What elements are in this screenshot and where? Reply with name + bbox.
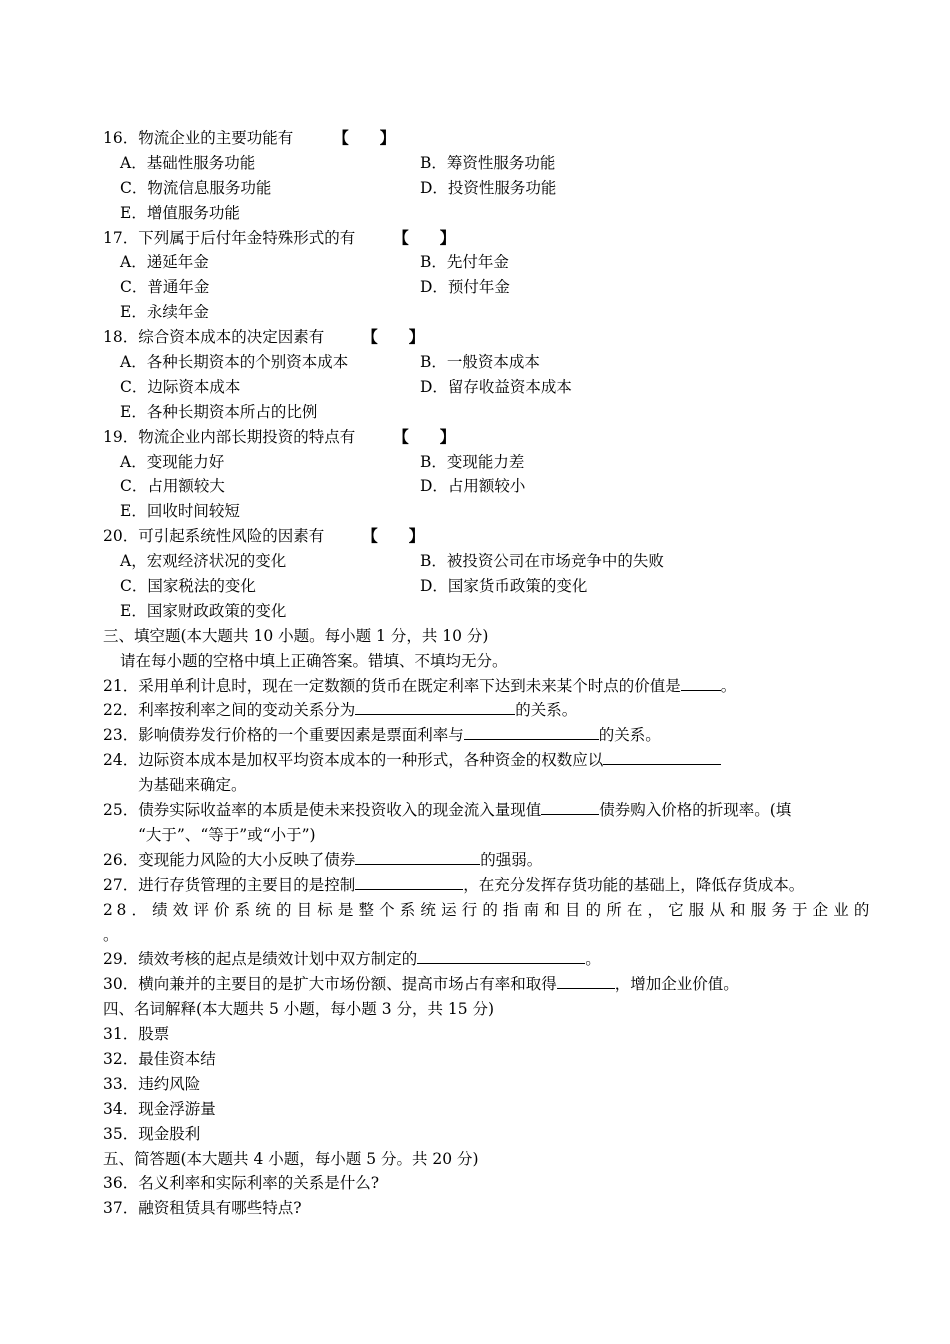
option-c: C．国家税法的变化 bbox=[120, 577, 256, 596]
answer-blank bbox=[355, 848, 480, 865]
question-25 bbox=[103, 798, 873, 823]
question-25-continued: “大于”、“等于”或“小于”) bbox=[138, 825, 316, 844]
option-b: B．一般资本成本 bbox=[420, 353, 540, 372]
question-26-text: 26．变现能力风险的大小反映了债券 bbox=[103, 850, 356, 869]
answer-bracket: 【 】 bbox=[393, 426, 456, 446]
section-5-title: 五、简答题(本大题共 4 小题，每小题 5 分。共 20 分) bbox=[103, 1149, 479, 1168]
question-22-text: 22．利率按利率之间的变动关系分为 bbox=[103, 701, 356, 720]
question-25-end: 债券购入价格的折现率。(填 bbox=[599, 801, 792, 820]
question-19-options-row bbox=[103, 474, 873, 499]
option-e: E．增值服务功能 bbox=[120, 203, 240, 222]
option-e: E．回收时间较短 bbox=[120, 502, 240, 521]
question-33: 33．违约风险 bbox=[103, 1074, 201, 1093]
question-36: 36．名义利率和实际利率的关系是什么? bbox=[103, 1174, 380, 1193]
question-29-end: 。 bbox=[585, 950, 601, 969]
question-26 bbox=[103, 848, 873, 873]
option-a: A．递延年金 bbox=[120, 253, 209, 272]
question-20-options-row bbox=[103, 549, 873, 574]
question-35: 35．现金股利 bbox=[103, 1124, 201, 1143]
option-c: C．占用额较大 bbox=[120, 477, 225, 496]
exam-content bbox=[103, 126, 873, 1221]
option-a: A．基础性服务功能 bbox=[120, 153, 256, 172]
question-21-end: 。 bbox=[720, 676, 737, 695]
question-21 bbox=[103, 674, 873, 699]
answer-bracket: 【 】 bbox=[393, 227, 456, 247]
answer-blank bbox=[557, 972, 615, 989]
question-27-end: ，在充分发挥存货功能的基础上，降低存货成本。 bbox=[463, 875, 805, 894]
answer-blank bbox=[355, 873, 463, 890]
question-29 bbox=[103, 947, 873, 972]
option-d: D．投资性服务功能 bbox=[420, 178, 557, 197]
answer-blank bbox=[417, 947, 585, 964]
option-d: D．留存收益资本成本 bbox=[420, 377, 572, 396]
question-20-options-row bbox=[103, 574, 873, 599]
question-19-options-row bbox=[103, 450, 873, 475]
question-17-options-row bbox=[103, 275, 873, 300]
question-17-options-row bbox=[103, 250, 873, 275]
question-16-options-row bbox=[103, 201, 873, 226]
question-17-options-row bbox=[103, 300, 873, 325]
question-16-text: 16．物流企业的主要功能有 bbox=[103, 129, 294, 147]
question-22-end: 的关系。 bbox=[515, 701, 578, 720]
question-31: 31．股票 bbox=[103, 1025, 170, 1044]
option-d: D．预付年金 bbox=[420, 278, 510, 297]
option-b: B．被投资公司在市场竞争中的失败 bbox=[420, 552, 664, 571]
option-d: D．国家货币政策的变化 bbox=[420, 577, 588, 596]
question-30 bbox=[103, 972, 873, 997]
question-25-text: 25．债券实际收益率的本质是使未来投资收入的现金流入量现值 bbox=[103, 801, 542, 820]
question-30-text: 30．横向兼并的主要目的是扩大市场份额、提高市场占有率和取得 bbox=[103, 975, 557, 994]
option-e: E．永续年金 bbox=[120, 303, 209, 322]
answer-bracket: 【 】 bbox=[333, 128, 396, 147]
question-26-end: 的强弱。 bbox=[480, 850, 543, 869]
answer-blank bbox=[603, 748, 721, 765]
option-e: E．国家财政政策的变化 bbox=[120, 601, 287, 620]
question-28-continued: 。 bbox=[103, 925, 119, 944]
answer-blank bbox=[355, 698, 515, 715]
question-18-options-row bbox=[103, 350, 873, 375]
option-a: A，宏观经济状况的变化 bbox=[120, 552, 287, 571]
option-d: D．占用额较小 bbox=[420, 477, 526, 496]
option-a: A．各种长期资本的个别资本成本 bbox=[120, 353, 349, 372]
question-23-text: 23．影响债券发行价格的一个重要因素是票面利率与 bbox=[103, 726, 464, 745]
question-24-text: 24．边际资本成本是加权平均资本成本的一种形式，各种资金的权数应以 bbox=[103, 751, 604, 770]
question-21-text: 21．采用单利计息时，现在一定数额的货币在既定利率下达到未来某个时点的价值是 bbox=[103, 676, 681, 695]
option-b: B．筹资性服务功能 bbox=[420, 153, 556, 172]
question-17-text: 17．下列属于后付年金特殊形式的有 bbox=[103, 228, 356, 247]
question-18-options-row bbox=[103, 375, 873, 400]
answer-blank bbox=[681, 674, 721, 691]
option-c: C．边际资本成本 bbox=[120, 377, 241, 396]
question-20-stem bbox=[103, 524, 873, 549]
option-e: E．各种长期资本所占的比例 bbox=[120, 402, 318, 421]
question-23 bbox=[103, 723, 873, 748]
question-20-options-row bbox=[103, 599, 873, 624]
option-b: B．变现能力差 bbox=[420, 452, 525, 471]
question-24 bbox=[103, 748, 873, 773]
question-34: 34．现金浮游量 bbox=[103, 1099, 216, 1118]
question-17-stem bbox=[103, 226, 873, 251]
option-c: C．普通年金 bbox=[120, 278, 210, 297]
question-19-text: 19．物流企业内部长期投资的特点有 bbox=[103, 427, 356, 446]
question-24-continued: 为基础来确定。 bbox=[138, 776, 247, 795]
question-19-options-row bbox=[103, 499, 873, 524]
question-23-end: 的关系。 bbox=[598, 726, 661, 745]
question-19-stem bbox=[103, 425, 873, 450]
answer-blank bbox=[464, 723, 599, 740]
question-18-options-row bbox=[103, 400, 873, 425]
question-37: 37．融资租赁具有哪些特点? bbox=[103, 1199, 302, 1218]
question-20-text: 20．可引起系统性风险的因素有 bbox=[103, 527, 325, 546]
answer-blank bbox=[541, 798, 599, 815]
option-b: B．先付年金 bbox=[420, 253, 509, 272]
question-27-text: 27．进行存货管理的主要目的是控制 bbox=[103, 875, 356, 894]
question-18-text: 18．综合资本成本的决定因素有 bbox=[103, 328, 325, 347]
question-28: 28．绩效评价系统的目标是整个系统运行的指南和目的所在，它服从和服务于企业的 bbox=[103, 900, 873, 919]
question-32: 32．最佳资本结 bbox=[103, 1049, 216, 1068]
question-22 bbox=[103, 698, 873, 723]
question-16-stem bbox=[103, 126, 873, 151]
question-16-options-row bbox=[103, 151, 873, 176]
section-3-title: 三、填空题(本大题共 10 小题。每小题 1 分，共 10 分) bbox=[103, 626, 489, 645]
section-3-instruction: 请在每小题的空格中填上正确答案。错填、不填均无分。 bbox=[120, 651, 508, 670]
option-c: C．物流信息服务功能 bbox=[120, 178, 272, 197]
question-30-end: ，增加企业价值。 bbox=[614, 975, 739, 994]
question-27 bbox=[103, 873, 873, 898]
question-18-stem bbox=[103, 325, 873, 350]
answer-bracket: 【 】 bbox=[362, 526, 425, 546]
question-29-text: 29．绩效考核的起点是绩效计划中双方制定的 bbox=[103, 950, 418, 969]
answer-bracket: 【 】 bbox=[362, 327, 425, 347]
section-4-title: 四、名词解释(本大题共 5 小题，每小题 3 分，共 15 分) bbox=[103, 1000, 495, 1019]
option-a: A．变现能力好 bbox=[120, 452, 225, 471]
question-16-options-row bbox=[103, 176, 873, 201]
